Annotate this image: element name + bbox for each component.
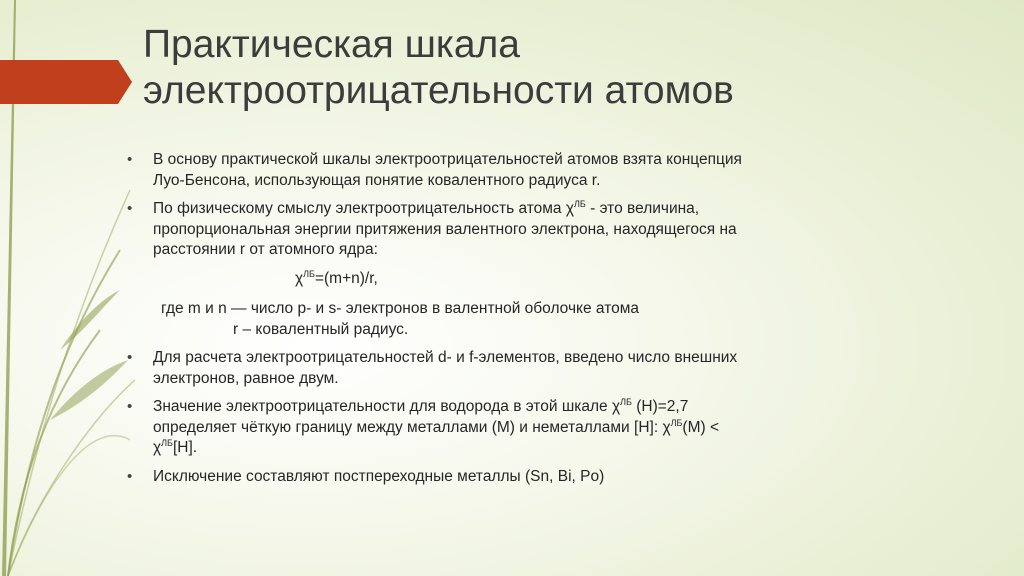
chi-superscript: ЛБ — [161, 437, 173, 448]
formula-note — [125, 299, 755, 340]
chi-superscript: ЛБ — [574, 198, 586, 209]
bullet-item — [125, 150, 755, 191]
bullet-text-pre: По физическому смыслу электроотрицательность атома — [153, 200, 566, 217]
chi-superscript: ЛБ — [620, 396, 632, 407]
formula — [125, 269, 755, 290]
bullet-text-mid2: (М) < — [682, 418, 719, 436]
bullet-glyph: • — [127, 467, 133, 485]
bullet-text-pre: Значение электроотрицательности для водорода в этой шкале — [153, 398, 612, 415]
bullet-text: Исключение составляют постпереходные металлы (Sn, Bi, Po) — [153, 467, 605, 485]
bullet-text-end: [Н]. — [172, 439, 198, 456]
bullet-text: В основу практической шкалы электроотрицательностей атомов взята концепция Луо-Бенсона, использующая понятие ковалентного радиуса r. — [153, 151, 742, 189]
title-line-2: электроотрицательности атомов — [143, 69, 734, 112]
slide-body — [125, 150, 755, 495]
note-line-1: где m и n — число p- и s- электронов в валентной оболочке атома — [161, 300, 640, 317]
bullet-item — [125, 348, 755, 389]
title-accent-arrow — [0, 60, 132, 104]
slide-title — [143, 22, 963, 114]
chi-symbol: χ — [153, 439, 162, 456]
chi-superscript: ЛБ — [670, 417, 683, 428]
bullet-item — [125, 397, 755, 459]
formula-rest: =(m+n)/r, — [314, 269, 378, 287]
formula-superscript: ЛБ — [303, 268, 315, 279]
formula-chi: χ — [295, 269, 304, 287]
decorative-leaves — [0, 0, 140, 576]
bullet-text-post: - это величина, пропорциональная энергии притяжения валентного электрона, находящегося на расстоянии r от атомного ядра: — [153, 200, 737, 258]
bullet-text-mid: (H)=2,7 определяет чёткую границу между металлами (М) и неметаллами [Н]: — [153, 398, 689, 436]
note-line-2: r – ковалентный радиус. — [233, 320, 409, 338]
bullet-glyph: • — [127, 151, 133, 168]
chi-symbol: χ — [565, 200, 575, 217]
chi-symbol: χ — [611, 398, 621, 415]
bullet-item — [125, 467, 755, 488]
bullet-glyph: • — [127, 200, 133, 217]
title-line-1: Практическая шкала — [143, 23, 520, 66]
bullet-glyph: • — [127, 349, 133, 366]
chi-symbol: χ — [662, 418, 671, 436]
bullet-text: Для расчета электроотрицательностей d- и f-элементов, введено число внешних электронов, равное двум. — [153, 349, 738, 387]
bullet-item — [125, 199, 755, 261]
bullet-glyph: • — [127, 398, 133, 415]
